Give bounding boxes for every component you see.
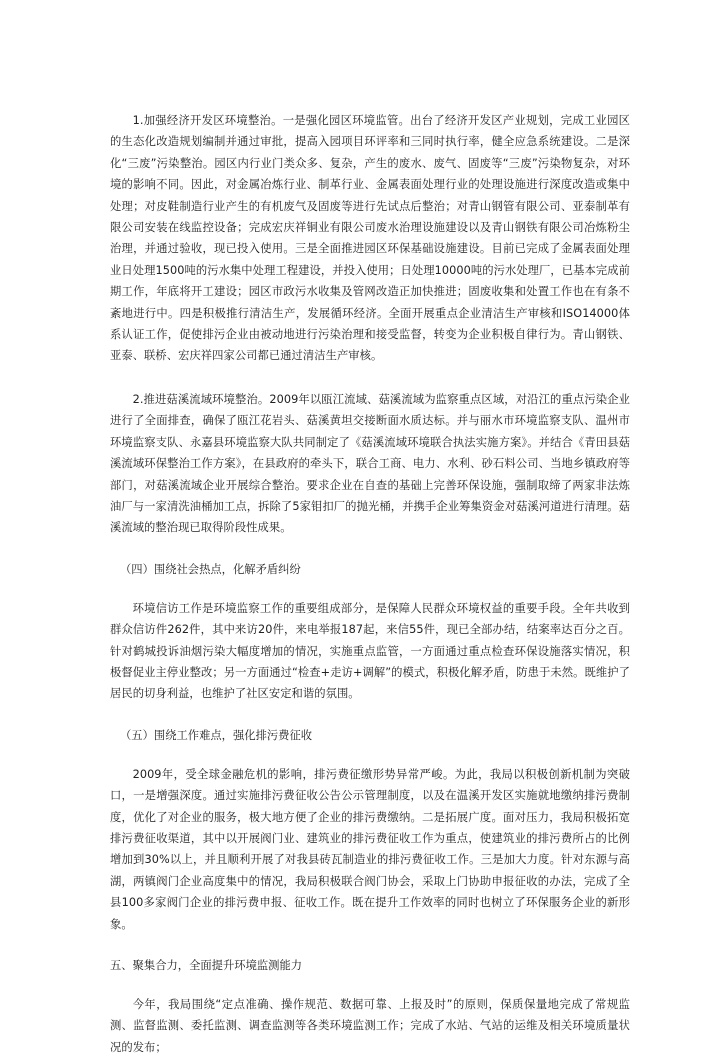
section-heading-four: （四）围绕社会热点，化解矛盾纠纷	[120, 562, 301, 576]
paragraph-development-zone: 1.加强经济开发区环境整治。一是强化园区环境监管。出台了经济开发区产业规划，完成工业园区的生态化改造规划编制并通过审批，提高入园项目环评率和三同时执行率，健全应急系统建设。二是深化“三废”污染整治。园区内行业门类众多、复杂，产生的废水、废气、固废等“三废”污染物复杂，对环境的影响不同。因此，对金属冶炼行业、制革行业、金属表面处理行业的处理设施进行深度改造或集中处理；对皮鞋制造行业产生的有机废气及固废等进行先试点后整治；对青山钢管有限公司、亚泰制革有限公司安装在线监控设备；完成宏庆祥铜业有限公司废水治理设施建设以及青山钢铁有限公司冶炼粉尘治理，并通过验收，现已投入使用。三是全面推进园区环保基础设施建设。目前已完成了金属表面处理业日处理1500吨的污水集中处理工程建设，并投入使用；日处理10000吨的污水处理厂，已基本完成前期工作，年底将开工建设；园区市政污水收集及管网改造正加快推进；固废收集和处置工作也在有条不紊地进行中。四是积极推行清洁生产，发展循环经济。全面开展重点企业清洁生产审核和ISO14000体系认证工作，促使排污企业由被动地进行污染治理和接受监督，转变为企业积极自律行为。青山钢铁、亚泰、联桥、宏庆祥四家公司都已通过清洁生产审核。	[110, 114, 630, 363]
section-heading-five: （五）围绕工作难点，强化排污费征收	[120, 728, 313, 742]
paragraph-discharge-fees: 2009年，受全球金融危机的影响，排污费征缴形势异常严峻。为此，我局以积极创新机制为突破口，一是增强深度。通过实施排污费征收公告公示管理制度，以及在温溪开发区实施就地缴纳排污费制度，优化了对企业的服务，极大地方便了企业的排污费缴纳。二是拓展广度。面对压力，我局积极拓宽排污费征收渠道，其中以开展阀门业、建筑业的排污费征收工作为重点，使建筑业的排污费所占的比例增加到30%以上，并且顺利开展了对我县砖瓦制造业的排污费征收工作。三是加大力度。针对东源与高湖，两镇阀门企业高度集中的情况，我局积极联合阀门协会，采取上门协助申报征收的办法，完成了全县100多家阀门企业的排污费申报、征收工作。既在提升工作效率的同时也树立了环保服务企业的新形象。	[110, 767, 630, 931]
paragraph-guxi-basin: 2.推进菇溪流域环境整治。2009年以瓯江流域、菇溪流域为监察重点区域，对沿江的重点污染企业进行了全面排查，确保了瓯江花岩头、菇溪黄坦交接断面水质达标。并与丽水市环境监察支队、温州市环境监察支队、永嘉县环境监察大队共同制定了《菇溪流域环境联合执法实施方案》。并结合《青田县菇溪流域环保整治工作方案》，在县政府的牵头下，联合工商、电力、水利、砂石料公司、当地乡镇政府等部门，对菇溪流域企业开展综合整治。要求企业在自查的基础上完善环保设施，强制取缔了两家非法炼油厂与一家清洗油桶加工点，拆除了5家钼扣厂的抛光桶，并携手企业筹集资金对菇溪河道进行清理。菇溪流域的整治现已取得阶段性成果。	[110, 392, 630, 535]
chapter-heading-five: 五、聚集合力，全面提升环境监测能力	[110, 959, 303, 972]
document-body	[110, 110, 630, 1058]
paragraph-petitions: 环境信访工作是环境监察工作的重要组成部分，是保障人民群众环境权益的重要手段。全年共收到群众信访件262件，其中来访20件，来电举报187起，来信55件，现已全部办结，结案率达百分之百。针对鹤城投诉油烟污染大幅度增加的情况，实施重点监管，一方面通过重点检查环保设施落实情况，积极督促业主停业整改；另一方面通过“检查+走访+调解”的模式，积极化解矛盾，防患于未然。既维护了居民的切身利益，也维护了社区安定和谐的氛围。	[110, 601, 630, 701]
paragraph-monitoring: 今年，我局围绕“定点准确、操作规范、数据可靠、上报及时”的原则，保质保量地完成了常规监测、监督监测、委托监测、调查监测等各类环境监测工作；完成了水站、气站的运维及相关环境质量状况的发布；	[110, 998, 630, 1054]
